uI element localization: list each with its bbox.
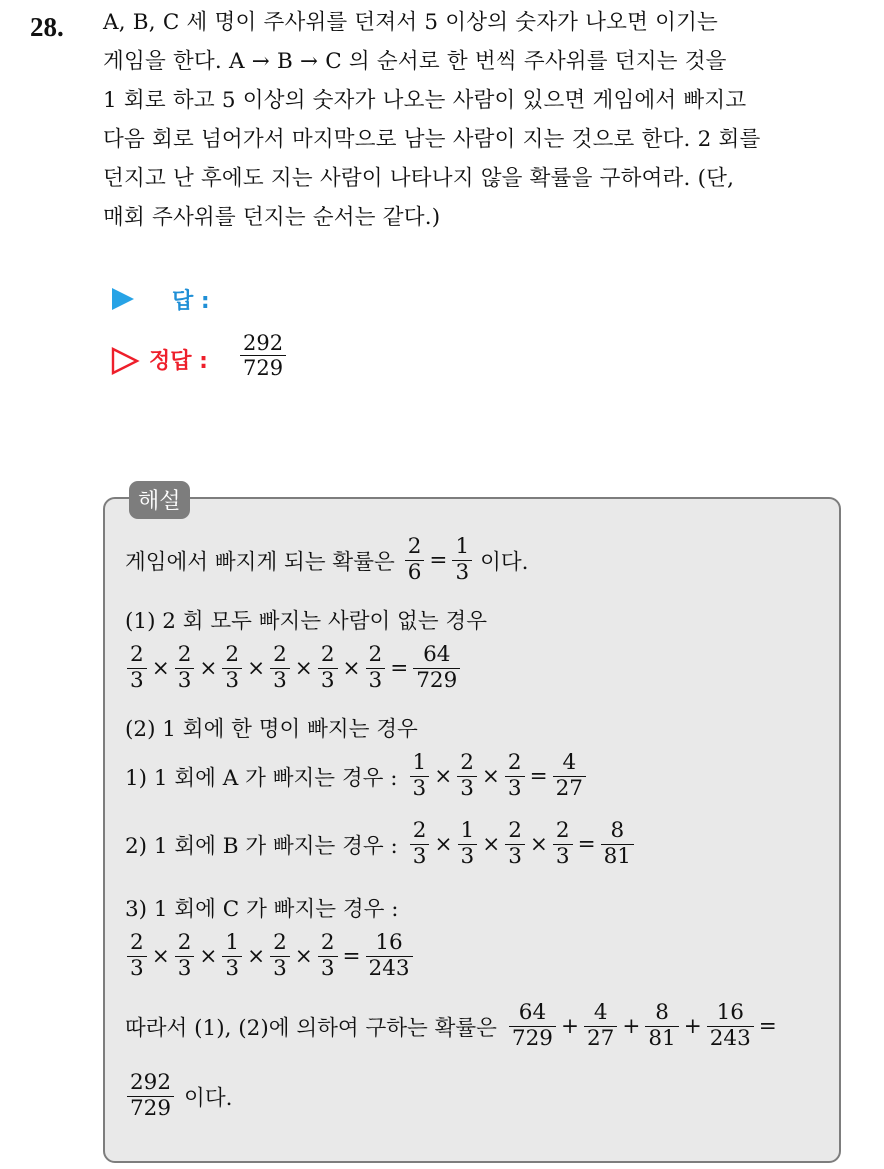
final-sum: [125, 1002, 780, 1050]
fraction: [553, 820, 573, 868]
frac-den: 3: [452, 560, 472, 585]
frac-den: 3: [318, 956, 338, 981]
times-sign: ×: [294, 943, 313, 969]
equals-sign: =: [529, 763, 548, 789]
fraction: [509, 1002, 556, 1050]
fraction: [270, 644, 290, 692]
final-result: [125, 1072, 232, 1120]
frac-den: 3: [127, 668, 147, 693]
sub-case-a: [125, 752, 588, 800]
equals-sign: =: [342, 943, 361, 969]
fraction: [270, 932, 290, 980]
fraction: [505, 752, 525, 800]
fraction: [452, 536, 472, 584]
text: (2) 1 회에 한 명이 빠지는 경우: [125, 717, 418, 742]
frac-num: 64: [423, 642, 451, 667]
outline-play-icon: [110, 346, 140, 376]
frac-den: 3: [505, 776, 525, 801]
equals-sign: =: [390, 655, 409, 681]
equals-sign: =: [429, 547, 448, 573]
frac-num: 64: [518, 1000, 547, 1025]
plus-sign: +: [622, 1013, 641, 1039]
frac-num: 2: [412, 818, 427, 843]
fraction: [707, 1002, 754, 1050]
times-sign: ×: [151, 943, 170, 969]
frac-num: 2: [130, 930, 144, 955]
case-2-title: [125, 712, 418, 743]
frac-num: 1: [412, 750, 427, 775]
question-number: 28.: [30, 12, 64, 42]
frac-num: 2: [555, 818, 570, 843]
frac-den: 3: [366, 668, 386, 693]
frac-den: 3: [457, 776, 477, 801]
sub-case-c-expression: [125, 932, 415, 980]
frac-den: 3: [127, 956, 147, 981]
frac-den: 3: [175, 956, 195, 981]
fraction: [318, 644, 338, 692]
fraction: [366, 644, 386, 692]
question-line-2: 게임을 한다. A → B → C 의 순서로 한 번씩 주사위를 던지는 것을: [103, 49, 727, 74]
times-sign: ×: [199, 655, 218, 681]
solution-title: 해설: [129, 481, 190, 519]
fraction: [222, 932, 242, 980]
frac-num: 16: [375, 930, 403, 955]
fraction: [127, 1072, 174, 1120]
fraction: [553, 752, 586, 800]
frac-num: 1: [460, 818, 475, 843]
fraction: [318, 932, 338, 980]
frac-den: 81: [601, 844, 634, 869]
fraction: [413, 644, 460, 692]
text: 2) 1 회에 B 가 빠지는 경우 :: [125, 833, 398, 859]
frac-den: 729: [509, 1026, 556, 1051]
frac-den: 3: [553, 844, 573, 869]
frac-den: 3: [410, 844, 430, 869]
case-1-expression: [125, 644, 462, 692]
frac-num: 2: [225, 642, 240, 667]
frac-den: 3: [222, 668, 242, 693]
frac-den: 729: [240, 355, 286, 379]
question-line-1: A, B, C 세 명이 주사위를 던져서 5 이상의 숫자가 나오면 이기는: [103, 10, 719, 35]
fraction: [410, 752, 430, 800]
solution-line-probability: [125, 536, 529, 584]
fraction: [601, 820, 634, 868]
frac-den: 3: [318, 668, 338, 693]
times-sign: ×: [342, 655, 361, 681]
frac-den: 243: [366, 956, 413, 981]
sub-case-b: [125, 820, 636, 868]
frac-num: 4: [562, 750, 577, 775]
fraction: [458, 820, 478, 868]
frac-den: 81: [645, 1026, 678, 1051]
question-line-3: 1 회로 하고 5 이상의 숫자가 나오는 사람이 있으면 게임에서 빠지고: [103, 88, 747, 113]
plus-sign: +: [683, 1013, 702, 1039]
frac-den: 3: [270, 668, 290, 693]
fraction: [366, 932, 413, 980]
text: 1) 1 회에 A 가 빠지는 경우 :: [125, 765, 398, 791]
frac-num: 2: [407, 534, 422, 559]
fraction: [127, 644, 147, 692]
frac-num: 2: [177, 930, 192, 955]
times-sign: ×: [247, 943, 266, 969]
frac-den: 3: [410, 776, 430, 801]
text: (1) 2 회 모두 빠지는 사람이 없는 경우: [125, 609, 487, 634]
plus-sign: +: [560, 1013, 579, 1039]
frac-num: 2: [273, 642, 287, 667]
fraction: [175, 644, 195, 692]
frac-num: 8: [655, 1000, 669, 1025]
frac-num: 292: [130, 1070, 172, 1095]
fraction: [127, 932, 147, 980]
frac-den: 3: [175, 668, 195, 693]
frac-num: 2: [507, 750, 522, 775]
frac-den: 27: [584, 1026, 617, 1051]
frac-num: 292: [243, 331, 284, 355]
times-sign: ×: [434, 831, 453, 857]
times-sign: ×: [294, 655, 313, 681]
text: 이다.: [480, 549, 529, 575]
times-sign: ×: [199, 943, 218, 969]
correct-answer-label: 정답 :: [149, 349, 208, 374]
fraction: [175, 932, 195, 980]
case-1-title: [125, 604, 487, 635]
equals-sign: =: [577, 831, 596, 857]
times-sign: ×: [434, 763, 453, 789]
sub-case-c-title: [125, 892, 398, 923]
text: 따라서 (1), (2)에 의하여 구하는 확률은: [125, 1015, 497, 1041]
question-line-4: 다음 회로 넘어가서 마지막으로 남는 사람이 지는 것으로 한다. 2 회를: [103, 127, 761, 152]
frac-num: 2: [460, 750, 474, 775]
frac-num: 8: [610, 818, 625, 843]
frac-den: 3: [270, 956, 290, 981]
frac-num: 4: [593, 1000, 608, 1025]
play-icon: [112, 288, 134, 310]
frac-num: 2: [130, 642, 144, 667]
frac-den: 3: [222, 956, 242, 981]
times-sign: ×: [481, 763, 500, 789]
fraction: [405, 536, 425, 584]
answer-label: 답 :: [172, 289, 210, 314]
frac-den: 729: [413, 668, 460, 693]
frac-den: 3: [505, 844, 525, 869]
frac-num: 2: [177, 642, 192, 667]
frac-num: 2: [320, 930, 335, 955]
fraction: [457, 752, 477, 800]
text: 3) 1 회에 C 가 빠지는 경우 :: [125, 897, 399, 922]
fraction: [410, 820, 430, 868]
frac-num: 2: [320, 642, 335, 667]
question-line-6: 매회 주사위를 던지는 순서는 같다.): [103, 205, 441, 230]
times-sign: ×: [151, 655, 170, 681]
fraction: [645, 1002, 678, 1050]
times-sign: ×: [482, 831, 501, 857]
fraction: [584, 1002, 617, 1050]
frac-den: 6: [405, 560, 425, 585]
equals-sign: =: [758, 1013, 777, 1039]
frac-num: 2: [368, 642, 383, 667]
correct-answer-value: [238, 332, 288, 379]
frac-num: 2: [508, 818, 522, 843]
question-line-5: 던지고 난 후에도 지는 사람이 나타나지 않을 확률을 구하여라. (단,: [103, 166, 735, 191]
frac-num: 1: [225, 930, 240, 955]
frac-den: 3: [458, 844, 478, 869]
frac-den: 27: [553, 776, 586, 801]
frac-den: 243: [707, 1026, 754, 1051]
fraction: [222, 644, 242, 692]
text: 이다.: [184, 1085, 233, 1111]
frac-num: 16: [716, 1000, 744, 1025]
text: 게임에서 빠지게 되는 확률은: [125, 549, 395, 575]
times-sign: ×: [529, 831, 548, 857]
frac-num: 1: [455, 534, 470, 559]
frac-num: 2: [273, 930, 287, 955]
frac-den: 729: [127, 1096, 174, 1121]
times-sign: ×: [247, 655, 266, 681]
fraction: [505, 820, 525, 868]
